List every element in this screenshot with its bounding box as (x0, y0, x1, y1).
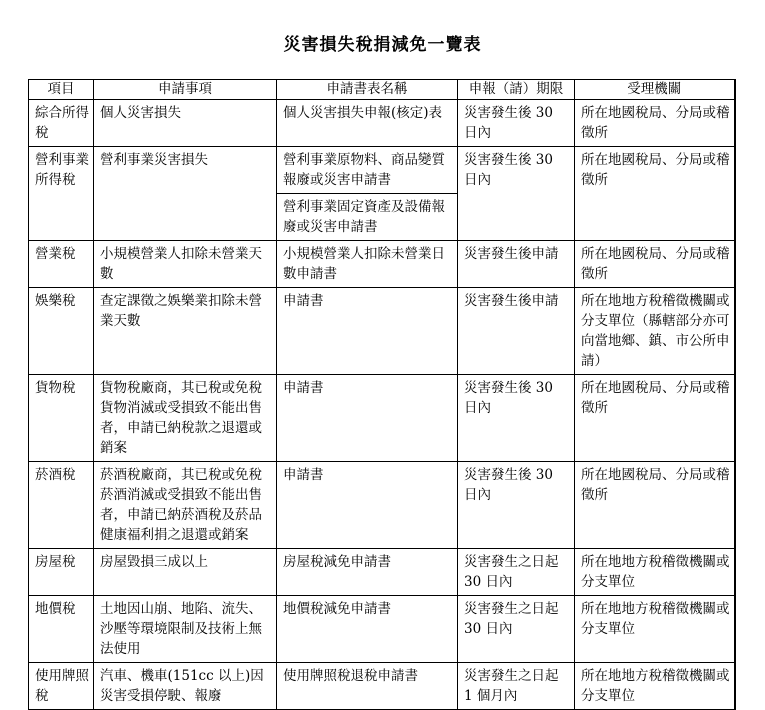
cell-item: 營利事業所得稅 (29, 147, 94, 241)
cell-form: 申請書 (277, 288, 458, 375)
cell-item: 貨物稅 (29, 375, 94, 462)
cell-item: 房屋稅 (29, 549, 94, 596)
cell-matter: 個人災害損失 (94, 100, 277, 147)
cell-matter: 菸酒稅廠商，其已稅或免稅菸酒消滅或受損致不能出售者，申請已納菸酒稅及菸品健康福利捐之退還或銷案 (94, 462, 277, 549)
header-agency: 受理機關 (575, 80, 735, 100)
cell-matter: 房屋毀損三成以上 (94, 549, 277, 596)
cell-agency: 所在地地方稅稽徵機關或分支單位 (575, 596, 735, 663)
cell-matter: 貨物稅廠商，其已稅或免稅貨物消滅或受損致不能出售者，申請已納稅款之退還或銷案 (94, 375, 277, 462)
cell-agency: 所在地地方稅稽徵機關或分支單位 (575, 549, 735, 596)
table-row (29, 596, 735, 663)
table-row (29, 241, 735, 288)
table-row (29, 375, 735, 462)
cell-matter: 小規模營業人扣除未營業天數 (94, 241, 277, 288)
table-header-row (29, 80, 735, 100)
cell-form: 使用牌照稅退稅申請書 (277, 663, 458, 710)
cell-matter: 營利事業災害損失 (94, 147, 277, 241)
cell-agency: 所在地國稅局、分局或稽徵所 (575, 375, 735, 462)
cell-matter-text: 汽車、機車(151cc 以上)因災害受損停駛、報廢 (100, 668, 264, 702)
header-form: 申請書表名稱 (277, 80, 458, 100)
cell-agency: 所在地地方稅稽徵機關或分支單位 (575, 663, 735, 710)
cell-deadline: 災害發生後申請 (458, 288, 575, 375)
cell-form: 營利事業固定資產及設備報廢或災害申請書 (277, 194, 458, 241)
cell-form: 個人災害損失申報(核定)表 (277, 100, 458, 147)
cell-agency: 所在地國稅局、分局或稽徵所 (575, 147, 735, 241)
cell-deadline: 災害發生後 30 日內 (458, 462, 575, 549)
cell-agency: 所在地國稅局、分局或稽徵所 (575, 100, 735, 147)
table-row (29, 147, 735, 194)
cell-form: 申請書 (277, 375, 458, 462)
cell-item: 地價稅 (29, 596, 94, 663)
table-row (29, 663, 735, 710)
cell-item: 娛樂稅 (29, 288, 94, 375)
cell-deadline: 災害發生後 30 日內 (458, 147, 575, 241)
cell-item: 綜合所得稅 (29, 100, 94, 147)
table-row (29, 288, 735, 375)
header-matter: 申請事項 (94, 80, 277, 100)
cell-item: 營業稅 (29, 241, 94, 288)
cell-deadline: 災害發生後 30 日內 (458, 100, 575, 147)
cell-form: 小規模營業人扣除未營業日數申請書 (277, 241, 458, 288)
cell-matter: 土地因山崩、地陷、流失、沙壓等環境限制及技術上無法使用 (94, 596, 277, 663)
cell-form: 地價稅減免申請書 (277, 596, 458, 663)
table-row (29, 462, 735, 549)
cell-item: 使用牌照稅 (29, 663, 94, 710)
cell-form: 房屋稅減免申請書 (277, 549, 458, 596)
tax-relief-table (28, 79, 736, 710)
cell-matter (94, 663, 277, 710)
header-deadline: 申報（請）期限 (458, 80, 575, 100)
cell-deadline: 災害發生之日起 30 日內 (458, 596, 575, 663)
cell-deadline: 災害發生後 30 日內 (458, 375, 575, 462)
cell-deadline: 災害發生之日起 1 個月內 (458, 663, 575, 710)
cell-matter: 查定課徵之娛樂業扣除未營業天數 (94, 288, 277, 375)
table-row (29, 549, 735, 596)
page-title: 災害損失稅捐減免一覽表 (283, 35, 482, 55)
cell-agency: 所在地國稅局、分局或稽徵所 (575, 241, 735, 288)
cell-agency: 所在地國稅局、分局或稽徵所 (575, 462, 735, 549)
header-item: 項目 (29, 80, 94, 100)
cell-deadline: 災害發生後申請 (458, 241, 575, 288)
cell-deadline: 災害發生之日起 30 日內 (458, 549, 575, 596)
cell-form: 申請書 (277, 462, 458, 549)
cell-form: 營利事業原物料、商品變質報廢或災害申請書 (277, 147, 458, 194)
cell-agency: 所在地地方稅稽徵機關或分支單位（縣轄部分亦可向當地鄉、鎮、市公所申請） (575, 288, 735, 375)
table-row (29, 100, 735, 147)
cell-item: 菸酒稅 (29, 462, 94, 549)
